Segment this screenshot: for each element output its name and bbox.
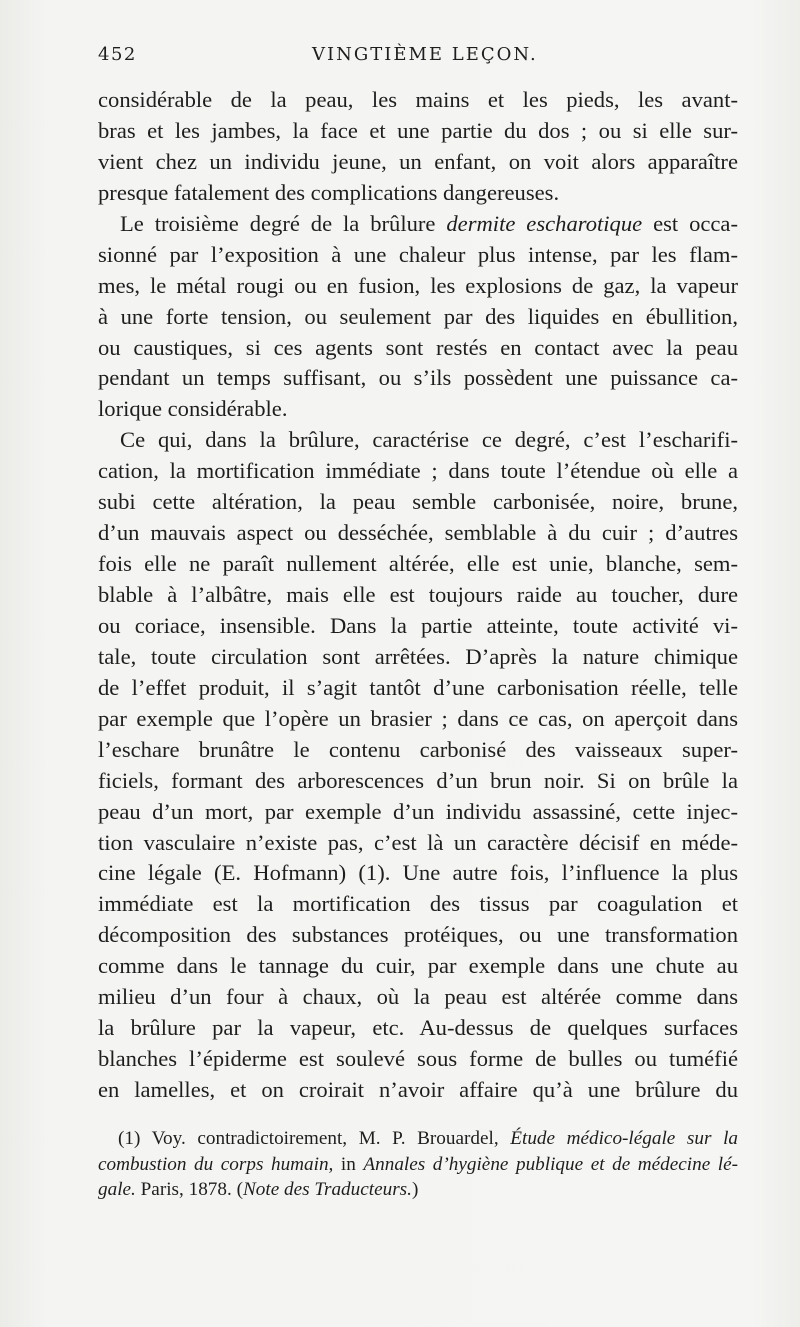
text-line: subi cette altération, la peau semble carbonisée, noire, brune,: [98, 489, 738, 515]
text-line: considérable de la peau, les mains et les pieds, les avant-: [98, 87, 738, 112]
text-line: ficiels, formant des arborescences d’un brun noir. Si on brûle la: [98, 767, 738, 793]
footnote-line: [98, 1177, 738, 1203]
text-line: presque fatalement des complications dangereuses.: [98, 179, 560, 205]
text-line: la brûlure par la vapeur, etc. Au-dessus de quelques surfaces: [98, 1015, 738, 1041]
italic-title: combustion du corps humain,: [98, 1153, 334, 1175]
text-line: en lamelles, et on croirait n’avoir affaire qu’à une brûlure du: [98, 1077, 738, 1102]
italic-journal: Annales d’hygiène publique et de médecine lé-: [363, 1153, 739, 1175]
text-line: cation, la mortification immédiate ; dans toute l’étendue où elle a: [98, 458, 738, 484]
text-segment: Paris, 1878. (: [140, 1179, 243, 1200]
italic-term: dermite escharotique: [446, 210, 643, 236]
text-line: lorique considérable.: [98, 396, 288, 422]
text-line: par exemple que l’opère un brasier ; dans ce cas, on aperçoit dans: [98, 705, 738, 731]
text-segment: ): [411, 1179, 419, 1200]
text-segment: in: [340, 1153, 356, 1175]
page-header: [98, 44, 738, 72]
italic-title: Étude médico-légale sur la: [510, 1128, 738, 1149]
footnote: [98, 1126, 738, 1203]
text-line: [98, 209, 738, 240]
footnote-line: [98, 1152, 738, 1178]
text-line: cine légale (E. Hofmann) (1). Une autre fois, l’influence la plus: [98, 860, 738, 886]
text-line: blanches l’épiderme est soulevé sous forme de bulles ou tuméfié: [98, 1046, 738, 1072]
text-line: ou caustiques, si ces agents sont restés en contact avec la peau: [98, 334, 738, 360]
text-line: blable à l’albâtre, mais elle est toujours raide au toucher, dure: [98, 582, 738, 607]
text-line: peau d’un mort, par exemple d’un individu assassiné, cette injec-: [98, 798, 738, 824]
text-line: mes, le métal rougi ou en fusion, les explosions de gaz, la vapeur: [98, 272, 738, 298]
text-segment: (1) Voy. contradictoirement, M. P. Brouardel,: [118, 1128, 499, 1149]
text-line: bras et les jambes, la face et une partie du dos ; ou si elle sur-: [98, 117, 738, 143]
text-line: à une forte tension, ou seulement par des liquides en ébullition,: [98, 303, 738, 329]
page-number: 452: [98, 44, 137, 65]
body-text: [98, 85, 738, 1106]
text-line: immédiate est la mortification des tissus par coagulation et: [98, 891, 738, 917]
translator-note: Note des Traducteurs.: [242, 1179, 412, 1200]
running-title: VINGTIÈME LEÇON.: [312, 44, 538, 65]
text-line: l’eschare brunâtre le contenu carbonisé des vaisseaux super-: [98, 736, 738, 762]
footnote-line: [98, 1126, 738, 1152]
italic-journal: gale.: [98, 1179, 136, 1200]
text-line: tale, toute circulation sont arrêtées. D’après la nature chimique: [98, 643, 738, 669]
text-line: tion vasculaire n’existe pas, c’est là un caractère décisif en méde-: [98, 829, 738, 855]
text-line: comme dans le tannage du cuir, par exemple dans une chute au: [98, 953, 738, 979]
text-line: de l’effet produit, il s’agit tantôt d’une carbonisation réelle, telle: [98, 674, 738, 700]
text-segment: Le troisième degré de la brûlure: [120, 210, 436, 236]
text-line: d’un mauvais aspect ou desséchée, semblable à du cuir ; d’autres: [98, 520, 738, 546]
text-line: fois elle ne paraît nullement altérée, elle est unie, blanche, sem-: [98, 551, 738, 577]
text-line: sionné par l’exposition à une chaleur plus intense, par les flam-: [98, 241, 738, 267]
text-line: ou coriace, insensible. Dans la partie atteinte, toute activité vi-: [98, 612, 738, 638]
text-line: pendant un temps suffisant, ou s’ils possèdent une puissance ca-: [98, 365, 738, 391]
text-line: décomposition des substances protéiques, ou une transformation: [98, 922, 738, 948]
text-line: milieu d’un four à chaux, où la peau est altérée comme dans: [98, 984, 738, 1010]
text-segment: est occa-: [653, 210, 738, 236]
text-line: Ce qui, dans la brûlure, caractérise ce degré, c’est l’escharifi-: [120, 427, 738, 453]
text-line: vient chez un individu jeune, un enfant, on voit alors apparaître: [98, 148, 738, 174]
